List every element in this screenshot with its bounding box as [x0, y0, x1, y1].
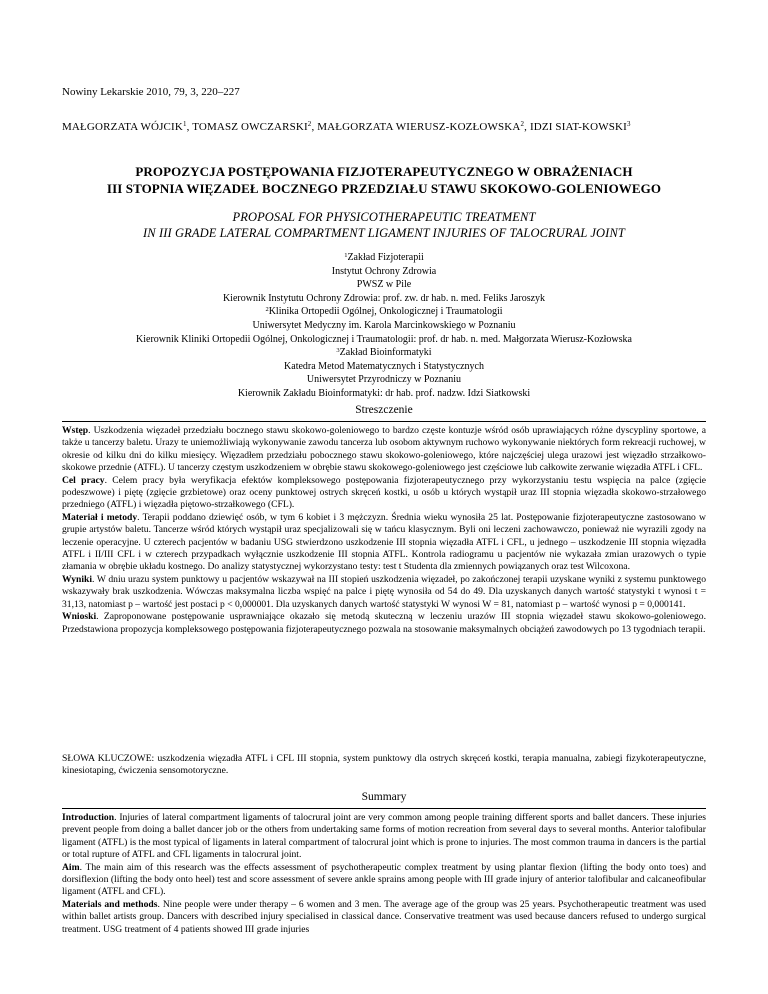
- affiliations: [62, 251, 706, 401]
- affiliation-marker: 2: [265, 306, 269, 314]
- author-name: , IDZI SIAT-KOWSKI: [524, 121, 627, 133]
- abstract-section-label: Wstęp: [62, 425, 89, 436]
- summary-heading: Summary: [361, 791, 407, 803]
- affiliation-marker: 3: [336, 347, 340, 355]
- title-english-line: IN III GRADE LATERAL COMPARTMENT LIGAMENT INJURIES OF TALOCRURAL JOINT: [143, 226, 625, 240]
- abstract-section-label: Materiał i metody: [62, 511, 138, 523]
- section-divider: [62, 808, 706, 809]
- abstract-paragraph-wnioski: [62, 611, 706, 636]
- abstract-section-text: . Injuries of lateral compartment ligaments of talocrural joint are very common among people training different sports and ballet dancers. These injuries prevent people from doing a ballet dancer job or the others from undertaking same forms of motion recreation from several days to several months. Anterior talofibular ligament (ATFL) is the most typical of ligaments in lateral compartment of talocrural joint which is prone to injuries. The most common trauma in dancers is the partial or total rupture of ATFL and CFL ligaments in talocrural joint.: [62, 812, 706, 861]
- abstract-section-text: . W dniu urazu system punktowy u pacjentów wskazywał na III stopień uszkodzenia więzadeł, po zakończonej terapii uzyskane wyniki z systemu punktowego wskazywały brak uszkodzenia. Wówczas maksymalna liczba wspięć na palce i piętę wynosiła od 54 do 49. Dla uzyskanych danych wartość statystyki t wynosi t = 31,13, natomiast p – wartość jest postaci p < 0,000001. Dla uzyskanych danych wartość statystyki W wynosi W = 81, natomiast p – wartość wynosi p = 0,000141.: [62, 573, 706, 610]
- affiliation-text: Klinika Ortopedii Ogólnej, Onkologicznej i Traumatologii: [268, 306, 503, 318]
- abstract-paragraph-wyniki: [62, 574, 706, 611]
- abstract-section-label: Wnioski: [62, 611, 97, 623]
- author-name: , TOMASZ OWCZARSKI: [186, 121, 308, 133]
- abstract-section-label: Introduction: [62, 812, 115, 823]
- author-name: MAŁGORZATA WÓJCIK: [62, 121, 183, 133]
- summary-paragraph-aim: [62, 862, 706, 899]
- keywords-polish: SŁOWA KLUCZOWE: uszkodzenia więzadła ATFL i CFL III stopnia, system punktowy dla ostrych skręceń kostki, terapia manualna, zabiegi fizykoterapeutyczne, kinesiotaping, ćwiczenia sensomotoryczne.: [62, 753, 706, 777]
- abstract-english: [62, 812, 706, 936]
- author-list: [62, 120, 706, 135]
- abstract-section-text: . Terapii poddano dziewięć osób, w tym 6 kobiet i 3 mężczyzn. Średnia wieku wynosiła 25 lat. Postępowanie fizjoterapeutyczne zastosowano w grupie artystów baletu. Tancerze wśród których wystąpił uraz specjalizowali się w tańcu klasycznym. Byli oni leczeni zachowawczo, ponieważ nie wyrazili zgody na leczenie operacyjne. U czterech pacjentów w badaniu USG stwierdzono uszkodzenie III stopnia więzadła ATFL i CFL, u jednego – uszkodzenie III stopnia więzadła ATFL i II/III CFL i w czterech przypadkach wyłącznie uszkodzenie III stopnia ATFL. Kontrola radiogramu u pacjentów nie wykazała zmian urazowych o typie złamania w obrębie układu kostnego. Do analizy statystycznej wykorzystano testy: test t Studenta dla zmiennych powiązanych oraz test Wilcoxona.: [62, 511, 706, 573]
- affiliation-line: [62, 346, 706, 360]
- abstract-section-text: . Uszkodzenia więzadeł przedziału bocznego stawu skokowo-goleniowego to bardzo częste kontuzje wśród osób uprawiających różne dyscypliny sportowe, a także u tancerzy baletu. Urazy te uniemożliwiają wykonywanie zawodu tancerza lub osobom aktywnym ruchowo wykonywanie niektórych form rekreacji ruchowej, w okresie od kilku dni do kilku miesięcy. Więzadłem przedziału pobocznego stawu skokowo-goleniowego, które najczęściej ulega urazowi jest więzadło strzałkowo-skokowe przednie (ATFL). U tancerzy częstym uszkodzeniem w obrębie stawu skokowego-goleniowego jest częściowe lub całkowite zerwanie więzadła ATFL i CFL.: [62, 425, 706, 474]
- abstract-section-label: Aim: [62, 861, 80, 873]
- affiliation-line: Kierownik Kliniki Ortopedii Ogólnej, Onkologicznej i Traumatologii: prof. dr hab. n. med. Małgorzata Wierusz-Kozłowska: [136, 333, 632, 345]
- author-affiliation-marker: 2: [520, 120, 525, 128]
- journal-reference: Nowiny Lekarskie 2010, 79, 3, 220–227: [62, 86, 240, 98]
- abstract-paragraph-wstep: [62, 425, 706, 475]
- abstract-section-label: Wyniki: [62, 573, 93, 585]
- abstract-section-text: . Zaproponowane postępowanie usprawniające okazało się metodą skuteczną w leczeniu urazów III stopnia więzadeł stawu skokowo-goleniowego. Przedstawiona propozycja kompleksowego postępowania fizjoterapeutycznego pozwala na stosowanie maksymalnych obciążeń zawodowych po 13 tygodniach terapii.: [62, 611, 706, 635]
- author-affiliation-marker: 3: [626, 120, 631, 128]
- affiliation-line: Instytut Ochrony Zdrowia: [331, 265, 437, 277]
- abstract-section-text: . The main aim of this research was the effects assessment of psychotherapeutic complex treatment by using plantar flexion (lifting the body onto toes) and dorsiflexion (lifting the body onto heel) test and score assessment of severe ankle sprains among people with III grade injury of anterior talofibular and calcaneofibular ligament (ATFL and CFL).: [62, 861, 706, 898]
- affiliation-marker: 1: [344, 252, 348, 259]
- abstract-polish: [62, 425, 706, 636]
- affiliation-line: Kierownik Instytutu Ochrony Zdrowia: prof. zw. dr hab. n. med. Feliks Jaroszyk: [222, 292, 546, 304]
- affiliation-line: PWSZ w Pile: [356, 279, 412, 291]
- streszczenie-heading: Streszczenie: [355, 404, 413, 416]
- summary-paragraph-materials: [62, 899, 706, 936]
- abstract-paragraph-cel: [62, 475, 706, 512]
- title-english-line: PROPOSAL FOR PHYSICOTHERAPEUTIC TREATMENT: [232, 210, 536, 224]
- affiliation-line: Katedra Metod Matematycznych i Statystycznych: [284, 360, 484, 372]
- abstract-section-text: . Celem pracy była weryfikacja efektów kompleksowego postępowania fizjoterapeutycznego przy wykorzystaniu testu wspięcia na palce (zgięcie podeszwowe) i piętę (zgięcie grzbietowe) oraz oceny punktowej ostrych skręceń kostki, u osób u których wystąpił uraz III stopnia więzadła skokowo-strzałowego przedniego (ATFL) i więzadła piętowo-strzałkowego (CFL).: [62, 474, 706, 511]
- affiliation-line: [62, 251, 706, 265]
- title-polish-line: III STOPNIA WIĘZADEŁ BOCZNEGO PRZEDZIAŁU STAWU SKOKOWO-GOLENIOWEGO: [106, 181, 662, 196]
- abstract-section-text: . Nine people were under therapy – 6 women and 3 men. The average age of the group was 25 years. Psychotherapeutic treatment was used within ballet artists group. Dancers with described injury specialised in classical dance. Conservative treatment was used because dancers refused to undergo surgical treatment. USG treatment of 4 patients showed III grade injuries: [62, 898, 706, 935]
- author-affiliation-marker: 1: [182, 120, 187, 128]
- affiliation-text: Zakład Fizjoterapii: [347, 252, 424, 263]
- title-polish-line: PROPOZYCJA POSTĘPOWANIA FIZJOTERAPEUTYCZNEGO W OBRAŻENIACH: [135, 164, 633, 179]
- author-name: , MAŁGORZATA WIERUSZ-KOZŁOWSKA: [311, 121, 521, 133]
- author-affiliation-marker: 2: [307, 120, 312, 128]
- abstract-section-label: Materials and methods: [62, 898, 158, 910]
- affiliation-line: Uniwersytet Medyczny im. Karola Marcinkowskiego w Poznaniu: [252, 319, 516, 331]
- title-english: [62, 209, 706, 241]
- affiliation-text: Zakład Bioinformatyki: [339, 347, 432, 359]
- section-divider: [62, 421, 706, 422]
- title-polish: [62, 163, 706, 197]
- abstract-section-label: Cel pracy: [62, 474, 105, 486]
- abstract-paragraph-material: [62, 512, 706, 574]
- affiliation-line: Uniwersytet Przyrodniczy w Poznaniu: [306, 374, 462, 386]
- affiliation-line: Kierownik Zakładu Bioinformatyki: dr hab. prof. nadzw. Idzi Siatkowski: [237, 387, 531, 399]
- affiliation-line: [62, 305, 706, 319]
- summary-paragraph-introduction: [62, 812, 706, 862]
